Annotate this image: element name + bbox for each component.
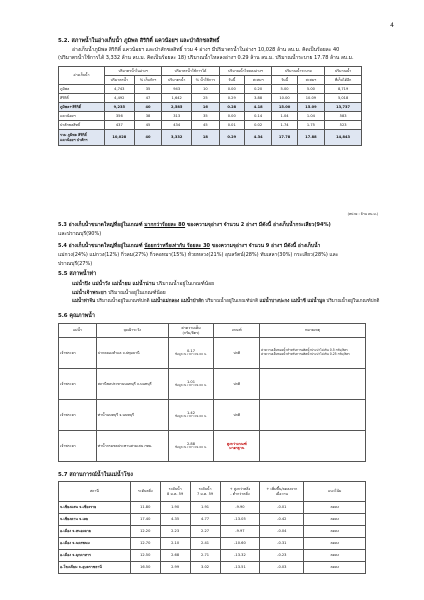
remark-line-1: ค่าความเค็มของน้ำสำหรับการผลิตน้ำประปาไม่เกิน 0.5 กรัม/ลิตร bbox=[261, 348, 348, 353]
col-trend: แนวโน้ม bbox=[304, 482, 366, 502]
table-cell bbox=[260, 369, 366, 400]
station-name: ท่าน้ำนนทบุรี จ.นนทบุรี bbox=[97, 412, 134, 417]
river-names: แม่น้ำท่าจีน bbox=[72, 299, 96, 304]
cell: 10,028 bbox=[104, 130, 134, 146]
section-5-4-line-2: แม่กวง(24%) แม่กวง(12%) กิ่วลม(27%) กิ่วคอหมา(15%) ห้วยหลวง(21%) อุบลรัตน์(28%) ทับเสลา(30%) กระเสียว(28%) และ bbox=[58, 252, 339, 258]
station-name: อ.เมือง จ.หนองคาย bbox=[59, 526, 131, 538]
water-quality-table bbox=[58, 323, 366, 462]
cell: 356 bbox=[104, 112, 134, 121]
table-row bbox=[59, 121, 362, 130]
table-cell bbox=[260, 400, 366, 431]
cell: 0.29 bbox=[219, 130, 244, 146]
mekong-table bbox=[58, 481, 366, 574]
river-name: เจ้าพระยา bbox=[60, 381, 76, 386]
cell: 38 bbox=[134, 112, 162, 121]
section-5-5-heading: 5.5 สภาพน้ำท่า bbox=[58, 271, 97, 277]
table-cell bbox=[59, 338, 97, 369]
text: ปริมาณน้ำอยู่ในเกณฑ์ปกติ bbox=[203, 299, 260, 304]
cell: 0.02 bbox=[244, 121, 272, 130]
table-cell bbox=[168, 324, 214, 338]
table-cell bbox=[59, 130, 105, 146]
sub-mcm: ปริมาตรน้ำ bbox=[104, 76, 134, 85]
cell: 0.14 bbox=[244, 112, 272, 121]
table-row bbox=[59, 538, 366, 550]
cell: 1.90 bbox=[160, 502, 190, 514]
salinity-value: 1.01 bbox=[186, 379, 195, 384]
cell: 40 bbox=[134, 130, 162, 146]
cell: 2.10 bbox=[160, 538, 190, 550]
cell: 12.20 bbox=[130, 526, 160, 538]
measure-time: ข้อมูล ณ เวลา 09.00 น. bbox=[174, 383, 208, 388]
text: ปริมาณน้ำอยู่ในเกณฑ์ปกติ bbox=[324, 299, 380, 304]
text: ของความจุอ่างฯ จำนวน 2 อ่างฯ มีดังนี้ อ่างเก็บน้ำกระเสียว(94%) bbox=[185, 222, 331, 228]
cell: 4,492 bbox=[104, 94, 134, 103]
table-cell bbox=[96, 400, 168, 431]
cell: 1.74 bbox=[272, 121, 297, 130]
section-5-4-line-1 bbox=[58, 243, 378, 249]
cell: 17.78 bbox=[272, 130, 297, 146]
table-cell bbox=[168, 400, 214, 431]
cell: 13,737 bbox=[325, 103, 362, 112]
section-5-4-line-3: ปราณบุรี(27%) bbox=[58, 261, 93, 267]
river-names: แม่น้ำเจ้าพระยา bbox=[72, 290, 107, 296]
col-inflow: ปริมาณน้ำไหลลงอ่างฯ bbox=[219, 67, 272, 76]
reservoir-name: สิริกิติ์ bbox=[59, 94, 105, 103]
col-station: จุดเฝ้าระวัง bbox=[96, 324, 168, 338]
cell: 3.88 bbox=[244, 94, 272, 103]
section-5-6-heading: 5.6 คุณภาพน้ำ bbox=[58, 313, 95, 319]
sub-today: วันนี้ bbox=[272, 76, 297, 85]
table-cell bbox=[59, 369, 97, 400]
criteria-status-2: มาตรฐาน bbox=[229, 446, 245, 450]
col-change-2: เมื่อวาน bbox=[275, 491, 288, 496]
station-name: จ.เชียงแสน จ.เชียงราย bbox=[59, 502, 131, 514]
cell: -9.90 bbox=[220, 502, 260, 514]
section-5-5-row-2 bbox=[72, 290, 372, 296]
table-cell bbox=[214, 431, 260, 462]
col-capacity: ปริมาณน้ำ bbox=[325, 67, 362, 76]
cell: 5.00 bbox=[297, 85, 325, 94]
total-label-2: แควน้อยฯ ป่าสักฯ bbox=[60, 137, 88, 142]
col-river: แม่น้ำ bbox=[59, 324, 97, 338]
cell: 2.23 bbox=[160, 526, 190, 538]
col-diff-2: - ต่ำกว่าตลิ่ง bbox=[230, 491, 250, 496]
col-usable: ปริมาตรน้ำใช้การได้ bbox=[162, 67, 219, 76]
text: ปริมาณน้ำอยู่ในเกณฑ์ปกติ bbox=[95, 299, 151, 304]
cell: 2.99 bbox=[160, 562, 190, 574]
table-cell bbox=[160, 482, 190, 502]
cell: 14,843 bbox=[325, 130, 362, 146]
col-volume: ปริมาตรน้ำในอ่างฯ bbox=[104, 67, 161, 76]
section-5-5-row-1 bbox=[72, 281, 372, 287]
station-name: สถานีชลประทานนนทบุรี จ.นนทบุรี bbox=[97, 381, 152, 386]
table-cell bbox=[220, 482, 260, 502]
table-cell bbox=[96, 369, 168, 400]
cell: 45 bbox=[192, 121, 220, 130]
cell: -0.42 bbox=[260, 514, 304, 526]
table-row bbox=[59, 400, 366, 431]
table-cell bbox=[260, 431, 366, 462]
cell: ลดลง bbox=[304, 550, 366, 562]
cell: 434 bbox=[162, 121, 192, 130]
page-number: 4 bbox=[390, 22, 394, 29]
section-5-2-para-1: อ่างเก็บน้ำภูมิพล สิริกิติ์ แควน้อยฯ และป่าสักชลสิทธิ์ รวม 4 อ่างฯ มีปริมาตรน้ำในอ่างฯ 10,028 ล้าน ลบ.ม. คิดเป็นร้อยละ 40 bbox=[72, 47, 340, 53]
reservoir-name: ภูมิพล bbox=[59, 85, 105, 94]
cell: 11.80 bbox=[130, 502, 160, 514]
cell: -0.01 bbox=[260, 502, 304, 514]
sub-pct: % น้ำใช้การ bbox=[192, 76, 220, 85]
col-change: + เพิ่มขึ้น/ลดลงจาก bbox=[266, 487, 298, 492]
cell: 2,585 bbox=[162, 103, 192, 112]
salinity-value: 2.88 bbox=[186, 441, 195, 446]
reservoir-name: ภูมิพล+สิริกิติ์ bbox=[59, 103, 105, 112]
river-name: เจ้าพระยา bbox=[60, 412, 76, 417]
cell: 10.00 bbox=[272, 94, 297, 103]
table-cell bbox=[59, 431, 97, 462]
cell: 35 bbox=[134, 85, 162, 94]
cell: 16 bbox=[192, 103, 220, 112]
text: ปริมาณน้ำอยู่ในเกณฑ์น้อย bbox=[106, 290, 166, 296]
cell: 8,719 bbox=[325, 85, 362, 94]
cell: -0.04 bbox=[260, 526, 304, 538]
cell: 0.20 bbox=[244, 85, 272, 94]
measure-time: ข้อมูล ณ เวลา 09.00 น. bbox=[174, 445, 208, 450]
col-level: ระดับน้ำ bbox=[168, 487, 182, 492]
col-station: สถานี bbox=[59, 482, 131, 502]
river-name: เจ้าพระยา bbox=[60, 350, 76, 355]
cell: 1.04 bbox=[297, 112, 325, 121]
table-row bbox=[59, 338, 366, 369]
river-names: แม่น้ำแม่กลอง แม่น้ำป่าสัก bbox=[151, 299, 204, 304]
sub-accum: สะสมฯ bbox=[244, 76, 272, 85]
station-name: ท่าน้ำกรมชลประทานสามเสน กทม. bbox=[97, 443, 153, 448]
table-cell bbox=[190, 482, 220, 502]
table-cell bbox=[214, 400, 260, 431]
station-name: จ.เชียงคาน จ.เลย bbox=[59, 514, 131, 526]
table-cell bbox=[214, 369, 260, 400]
table-cell bbox=[260, 482, 304, 502]
cell: 18 bbox=[192, 130, 220, 146]
river-name: เจ้าพระยา bbox=[60, 443, 76, 448]
table-row bbox=[59, 514, 366, 526]
cell: -9.97 bbox=[220, 526, 260, 538]
cell: 3,332 bbox=[162, 130, 192, 146]
cell: -13.32 bbox=[220, 550, 260, 562]
table-cell bbox=[168, 431, 214, 462]
table-cell bbox=[260, 338, 366, 369]
section-5-2-heading: 5.2. สภาพน้ำในอ่างเก็บน้ำ ภูมิพล สิริกิติ์ แควน้อยฯ และป่าสักชลสิทธิ์ bbox=[58, 38, 220, 44]
section-5-7-heading: 5.7 สถานการณ์น้ำในแม่น้ำโขง bbox=[58, 472, 133, 478]
col-outflow: ปริมาณน้ำระบาย bbox=[272, 67, 325, 76]
cell: 2.71 bbox=[190, 550, 220, 562]
measure-time: ข้อมูล ณ เวลา 09.00 น. bbox=[174, 352, 208, 357]
cell: 1.91 bbox=[190, 502, 220, 514]
station-name: อ.เมือง จ.นครพนม bbox=[59, 538, 131, 550]
river-names: แม่น้ำปิง แม่น้ำวัง แม่น้ำยม แม่น้ำน่าน bbox=[72, 281, 155, 287]
cell: 4.77 bbox=[190, 514, 220, 526]
cell: 1,642 bbox=[162, 94, 192, 103]
cell: 17.40 bbox=[130, 514, 160, 526]
cell: 1.04 bbox=[272, 112, 297, 121]
cell: 437 bbox=[104, 121, 134, 130]
cell: ลดลง bbox=[304, 502, 366, 514]
cell: 45 bbox=[134, 121, 162, 130]
cell: 583 bbox=[325, 112, 362, 121]
col-prev-date: 7 ม.ค. 59 bbox=[196, 491, 214, 496]
section-5-2-para-2: (ปริมาตรน้ำใช้การได้ 3,332 ล้าน ลบ.ม. คิดเป็นร้อยละ 18) ปริมาณน้ำไหลลงอ่างฯ 0.29 ล้าน ลบ.ม. ปริมาณน้ำระบาย 17.78 ล้าน ลบ.ม. bbox=[58, 55, 354, 61]
cell: 523 bbox=[325, 121, 362, 130]
section-5-3-line-2: และปราณบุรี(90%) bbox=[58, 231, 102, 237]
cell: -13.51 bbox=[220, 562, 260, 574]
cell: -13.05 bbox=[220, 514, 260, 526]
criteria-status: สูงกว่าเกณฑ์ bbox=[226, 441, 247, 446]
section-5-3-line-1 bbox=[58, 222, 378, 228]
col-reservoir: อ่างเก็บน้ำ bbox=[59, 67, 105, 85]
table-cell bbox=[59, 400, 97, 431]
sub-capacity: ที่เก็บได้อีก bbox=[325, 76, 362, 85]
cell: -0.31 bbox=[260, 538, 304, 550]
sub-pct: % เก็บกักฯ bbox=[134, 76, 162, 85]
cell: 3.02 bbox=[190, 562, 220, 574]
table-cell bbox=[168, 338, 214, 369]
reservoir-table bbox=[58, 66, 362, 146]
col-criteria: เกณฑ์ bbox=[214, 324, 260, 338]
cell: -0.03 bbox=[260, 562, 304, 574]
cell: 5,018 bbox=[325, 94, 362, 103]
table-cell bbox=[96, 431, 168, 462]
measure-time: ข้อมูล ณ เวลา 09.00 น. bbox=[174, 414, 208, 419]
cell: 40 bbox=[134, 103, 162, 112]
table-row bbox=[59, 431, 366, 462]
cell: 1.75 bbox=[297, 121, 325, 130]
salinity-value: 1.42 bbox=[186, 410, 195, 415]
cell: 25 bbox=[192, 94, 220, 103]
text: 5.3 อ่างเก็บน้ำขนาดใหญ่ที่อยู่ในเกณฑ์ bbox=[58, 222, 145, 228]
section-5-5-row-3 bbox=[72, 299, 402, 305]
cell: 12.70 bbox=[130, 538, 160, 550]
table-row bbox=[59, 562, 366, 574]
cell: 17.88 bbox=[297, 130, 325, 146]
cell: 9,235 bbox=[104, 103, 134, 112]
river-names: แม่น้ำบางปะกง แม่น้ำชี แม่น้ำมูล bbox=[259, 299, 325, 304]
cell: 2.27 bbox=[190, 526, 220, 538]
cell: 47 bbox=[134, 94, 162, 103]
salinity-value: 0.17 bbox=[186, 348, 195, 353]
table-row bbox=[59, 112, 362, 121]
cell: 0.29 bbox=[219, 94, 244, 103]
cell: 0.00 bbox=[219, 112, 244, 121]
cell: -0.23 bbox=[260, 550, 304, 562]
criteria-status: ปกติ bbox=[233, 350, 241, 355]
table-row bbox=[59, 94, 362, 103]
cell: 4.34 bbox=[244, 130, 272, 146]
col-level-date: 8 ม.ค. 59 bbox=[167, 491, 184, 496]
cell: 15.09 bbox=[297, 103, 325, 112]
col-bank-level: ระดับตลิ่ง bbox=[130, 482, 160, 502]
remark-line-2: ค่าความเค็มของน้ำสำหรับการผลิตน้ำประปาไม่เกิน 0.25 กรัม/ลิตร bbox=[261, 352, 350, 356]
table-row bbox=[59, 85, 362, 94]
cell: -10.60 bbox=[220, 538, 260, 550]
table-cell bbox=[96, 338, 168, 369]
criteria-status: ปกติ bbox=[233, 381, 241, 386]
cell: ลดลง bbox=[304, 514, 366, 526]
cell: 12.50 bbox=[130, 550, 160, 562]
cell: 943 bbox=[162, 85, 192, 94]
cell: 2.41 bbox=[190, 538, 220, 550]
table-row bbox=[59, 502, 366, 514]
table-row bbox=[59, 369, 366, 400]
station-name: อ.เมือง จ.มุกดาหาร bbox=[59, 550, 131, 562]
col-salinity: ค่าความเค็ม bbox=[181, 326, 201, 331]
cell: ลดลง bbox=[304, 562, 366, 574]
text: 5.4 อ่างเก็บน้ำขนาดใหญ่ที่อยู่ในเกณฑ์ bbox=[58, 243, 145, 249]
cell: 0.01 bbox=[219, 121, 244, 130]
col-prev-level: ระดับน้ำ bbox=[198, 487, 212, 492]
col-remark: หมายเหตุ bbox=[260, 324, 366, 338]
text: ปริมาณน้ำอยู่ในเกณฑ์น้อย bbox=[154, 281, 215, 287]
table-cell bbox=[168, 369, 214, 400]
cell: 10.09 bbox=[297, 94, 325, 103]
cell: 0.28 bbox=[219, 103, 244, 112]
station-name: ปากคลองสำแล จ.ปทุมธานี bbox=[97, 350, 140, 355]
cell: 10 bbox=[192, 85, 220, 94]
text: ของความจุอ่างฯ จำนวน 9 อ่างฯ มีดังนี้ อ่างเก็บน้ำ bbox=[210, 243, 321, 249]
reservoir-name: ป่าสักชลสิทธิ์ bbox=[59, 121, 105, 130]
reservoir-name: แควน้อยฯ bbox=[59, 112, 105, 121]
cell: 313 bbox=[162, 112, 192, 121]
sub-mcm: ปริมาตรน้ำ bbox=[162, 76, 192, 85]
cell: 35 bbox=[192, 112, 220, 121]
text-underlined: มากกว่าร้อยละ 80 bbox=[144, 222, 186, 228]
sub-today: วันนี้ bbox=[219, 76, 244, 85]
cell: 4,743 bbox=[104, 85, 134, 94]
sub-accum: สะสมฯ bbox=[297, 76, 325, 85]
station-name: อ.โขงเจียม จ.อุบลราชธานี bbox=[59, 562, 131, 574]
text-underlined: น้อยกว่าหรือเท่ากับ ร้อยละ 30 bbox=[144, 243, 211, 249]
cell: ลดลง bbox=[304, 526, 366, 538]
table-row bbox=[59, 550, 366, 562]
cell: 16.50 bbox=[130, 562, 160, 574]
cell: 5.00 bbox=[272, 85, 297, 94]
unit-note: (หน่วย : ล้าน ลบ.ม.) bbox=[347, 212, 378, 216]
cell: 4.18 bbox=[244, 103, 272, 112]
cell: 15.00 bbox=[272, 103, 297, 112]
table-cell bbox=[214, 338, 260, 369]
criteria-status: ปกติ bbox=[233, 412, 241, 417]
cell: ลดลง bbox=[304, 538, 366, 550]
table-row bbox=[59, 526, 366, 538]
cell: 4.35 bbox=[160, 514, 190, 526]
col-salinity-unit: (กรัม/ลิตร) bbox=[182, 330, 200, 335]
cell: 0.00 bbox=[219, 85, 244, 94]
cell: 2.68 bbox=[160, 550, 190, 562]
col-diff: + สูงกว่าตลิ่ง bbox=[229, 487, 251, 492]
table-row-total bbox=[59, 130, 362, 146]
table-row bbox=[59, 103, 362, 112]
total-label: รวม ภูมิพล สิริกิติ์ bbox=[60, 133, 87, 138]
